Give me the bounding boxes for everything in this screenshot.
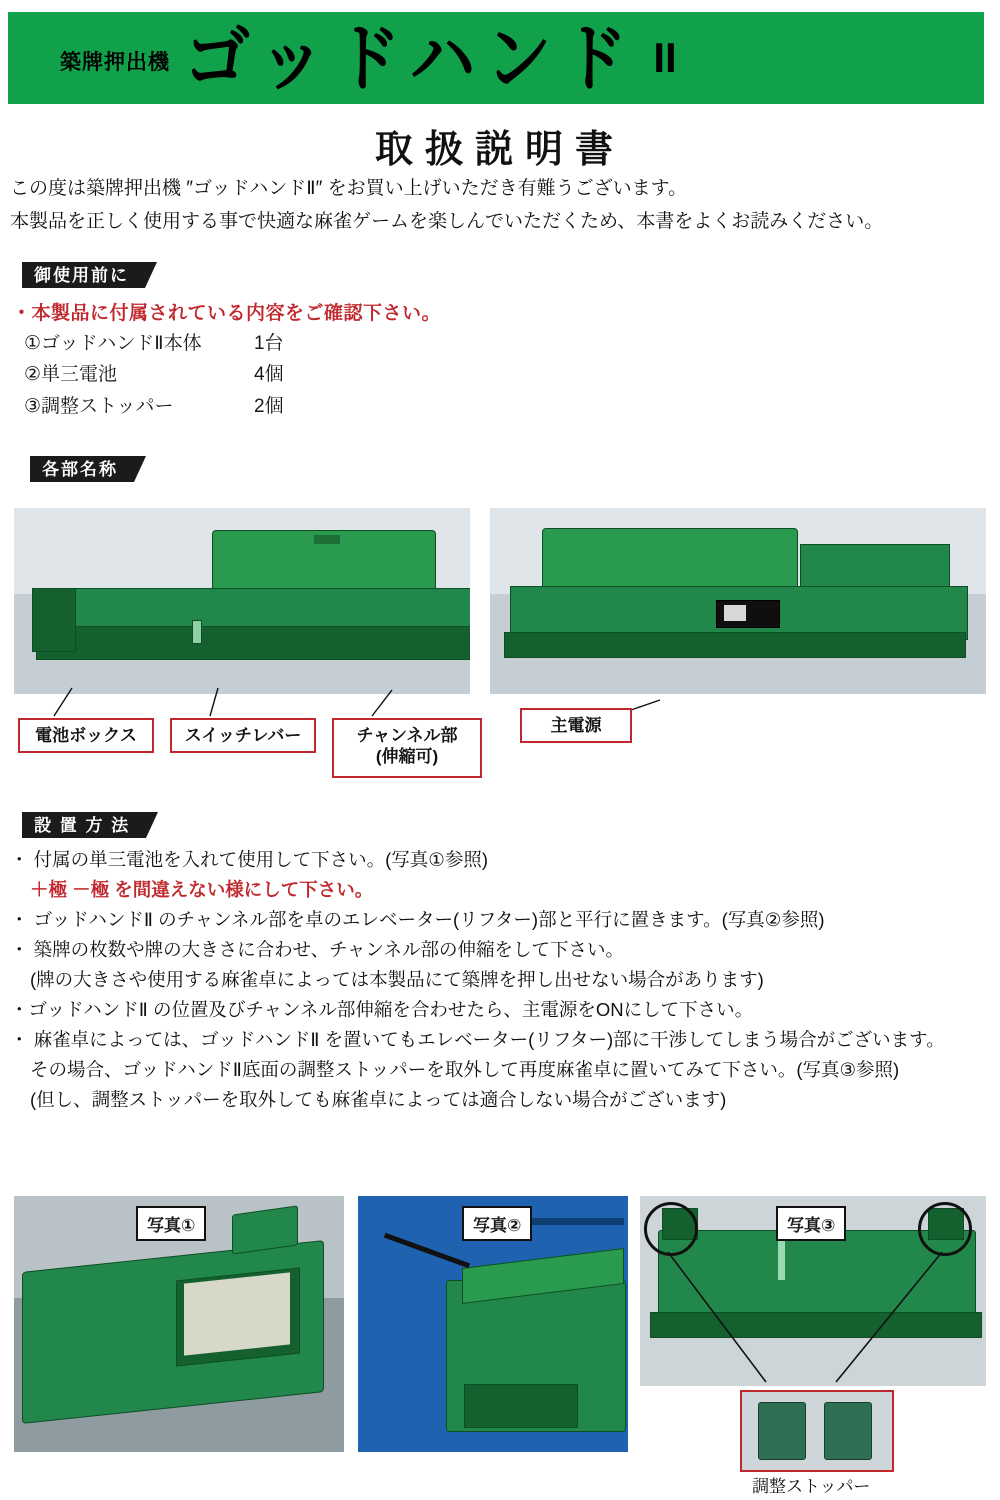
callout-main-power: 主電源 (520, 708, 632, 743)
setup-line-warning: ＋極 －極 を間違えない様にして下さい。 (30, 878, 374, 900)
banner-series-mark: II (653, 34, 677, 81)
intro-line-2: 本製品を正しく使用する事で快適な麻雀ゲームを楽しんでいただくため、本書をよくお読みください。 (10, 211, 884, 233)
setup-line: (牌の大きさや使用する麻雀卓によっては本製品にて築牌を押し出せない場合があります) (30, 968, 764, 990)
setup-line: ・ 築牌の枚数や牌の大きさに合わせ、チャンネル部の伸縮をして下さい。 (10, 938, 624, 960)
setup-line: (但し、調整ストッパーを取外しても麻雀卓によっては適合しない場合がございます) (30, 1088, 727, 1110)
item-qty: 4個 (254, 364, 284, 386)
callout-battery-box: 電池ボックス (18, 718, 154, 753)
photo1-batteries (184, 1272, 290, 1355)
section-header-before-use: 御使用前に (22, 262, 145, 288)
device-upper-housing (542, 528, 798, 592)
setup-line: ・ ゴッドハンドⅡ のチャンネル部を卓のエレベーター(リフター)部と平行に置きます。(写真②参照) (10, 908, 825, 930)
list-item (24, 328, 334, 359)
photo-label-1: 写真① (136, 1206, 206, 1241)
stopper-part-right (824, 1402, 872, 1460)
banner-title: ゴッドハンド (184, 16, 638, 100)
stopper-leader-lines (640, 1240, 986, 1400)
item-qty: 2個 (254, 395, 284, 417)
page-title: 取扱説明書 (374, 129, 625, 171)
item-label: ①ゴッドハンドⅡ本体 (24, 333, 202, 354)
callout-channel-line1: チャンネル部 (356, 726, 458, 745)
setup-instructions (10, 845, 986, 1115)
stopper-closeup-box (740, 1390, 894, 1472)
device-switch-lever (192, 620, 202, 644)
callout-switch-lever: スイッチレバー (170, 718, 316, 753)
intro-paragraph (10, 172, 970, 239)
intro-line-1: この度は築牌押出機 ″ゴッドハンドⅡ″ をお買い上げいただき有難うございます。 (10, 178, 688, 199)
setup-line: ・ゴッドハンドⅡ の位置及びチャンネル部伸縮を合わせたら、主電源をONにして下さい。 (10, 998, 754, 1020)
header-banner (8, 12, 984, 104)
stopper-part-left (758, 1402, 806, 1460)
device-channel-section (36, 626, 470, 660)
included-items-list (24, 328, 334, 422)
callout-channel-line2: (伸縮可) (375, 747, 439, 767)
section-header-parts-names: 各部名称 (30, 456, 134, 482)
list-item (24, 391, 334, 422)
list-item (24, 359, 334, 390)
product-photo-left (14, 508, 470, 694)
power-switch-rocker (724, 605, 746, 621)
product-photo-right (490, 508, 986, 694)
stopper-caption: 調整ストッパー (752, 1477, 871, 1496)
device-battery-box (32, 588, 76, 652)
setup-line: ・ 麻雀卓によっては、ゴッドハンドⅡ を置いてもエレベーター(リフター)部に干渉してしまう場合がございます。 (10, 1028, 945, 1050)
setup-line: その場合、ゴッドハンドⅡ底面の調整ストッパーを取外して再度麻雀卓に置いてみて下さい。(写真③参照) (30, 1058, 900, 1080)
photo-label-2: 写真② (462, 1206, 532, 1241)
device-base (504, 632, 966, 658)
item-qty: 1台 (254, 333, 284, 354)
device-label-plate (314, 535, 340, 544)
photo-label-3: 写真③ (776, 1206, 846, 1241)
setup-line: ・ 付属の単三電池を入れて使用して下さい。(写真①参照) (10, 849, 489, 870)
banner-subtitle: 築牌押出機 (60, 51, 170, 74)
section-header-setup: 設 置 方 法 (22, 812, 146, 838)
item-label: ②単三電池 (24, 364, 118, 386)
item-label: ③調整ストッパー (24, 395, 174, 417)
before-use-note: ・本製品に付属されている内容をご確認下さい。 (12, 303, 442, 324)
callout-channel-section (332, 718, 482, 778)
photo2-channel-part (464, 1384, 578, 1428)
